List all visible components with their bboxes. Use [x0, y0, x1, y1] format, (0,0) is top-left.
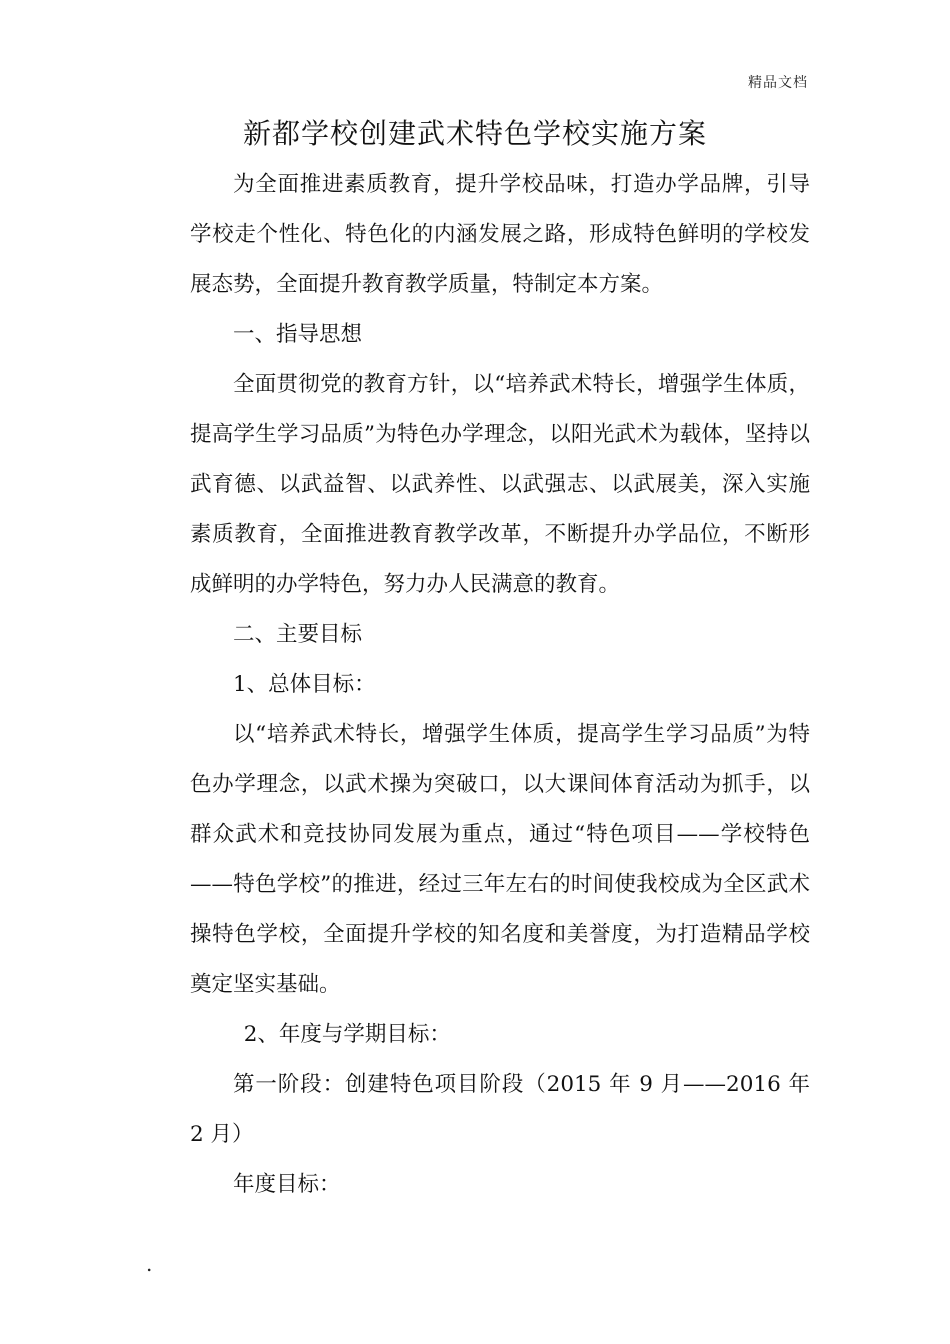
document-body [190, 160, 810, 1210]
subheading-overall-goal: 1、总体目标： [233, 672, 376, 697]
document-title: 新都学校创建武术特色学校实施方案 [242, 117, 707, 150]
subheading-annual-semester-goal: 2、年度与学期目标： [243, 1022, 451, 1047]
header-label: 精品文档 [748, 75, 808, 91]
heading-guiding-thought: 一、指导思想 [233, 322, 363, 347]
paragraph-guiding: 全面贯彻党的教育方针，以“培养武术特长，增强学生体质，提高学生学习品质”为特色办学理念，以阳光武术为载体，坚持以武育德、以武益智、以武养性、以武强志、以武展美，深入实施素质教育，全面推进教育教学改革，不断提升办学品位，不断形成鲜明的办学特色，努力办人民满意的教育。 [190, 372, 810, 597]
paragraph-intro: 为全面推进素质教育，提升学校品味，打造办学品牌，引导学校走个性化、特色化的内涵发展之路，形成特色鲜明的学校发展态势，全面提升教育教学质量，特制定本方案。 [190, 172, 810, 297]
footer-mark: . [146, 1252, 153, 1276]
paragraph-annual-goal: 年度目标： [233, 1172, 341, 1197]
paragraph-overall-goal: 以“培养武术特长，增强学生体质，提高学生学习品质”为特色办学理念，以武术操为突破口，以大课间体育活动为抓手，以群众武术和竞技协同发展为重点，通过“特色项目——学校特色——特色学校”的推进，经过三年左右的时间使我校成为全区武术操特色学校，全面提升学校的知名度和美誉度，为打造精品学校奠定坚实基础。 [190, 722, 810, 997]
paragraph-stage-one: 第一阶段：创建特色项目阶段（2015 年 9 月——2016 年 2 月） [190, 1072, 810, 1147]
heading-main-goals: 二、主要目标 [233, 622, 363, 647]
